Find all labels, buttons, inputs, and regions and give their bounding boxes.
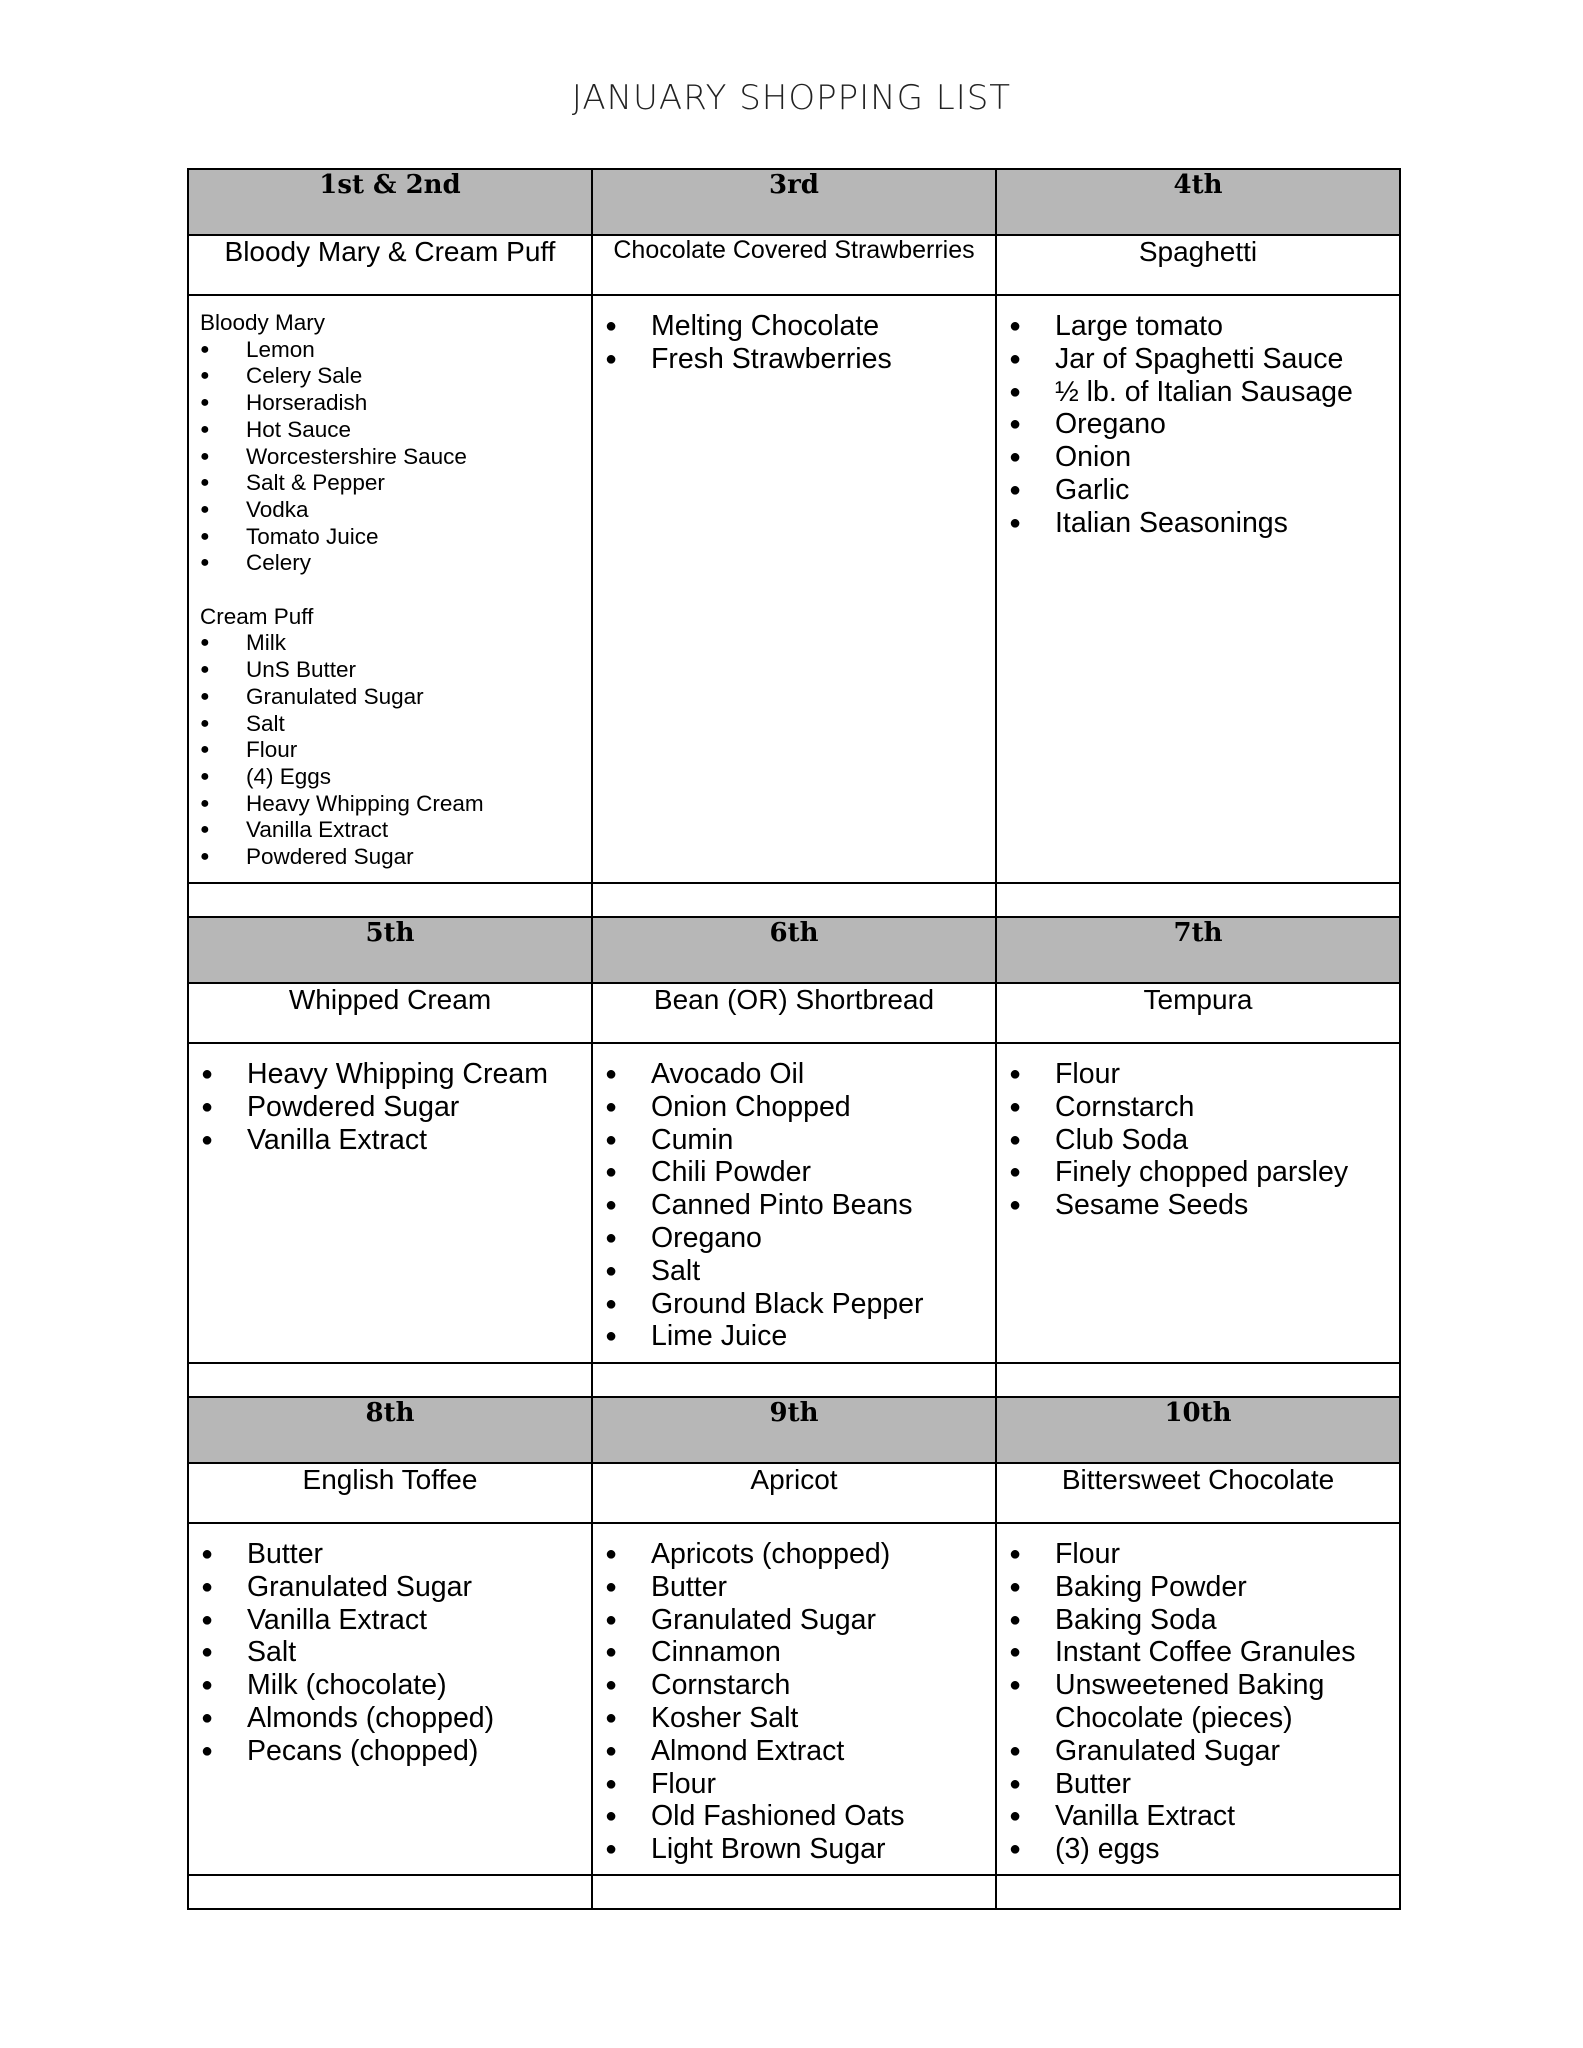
ingredient-item: ● Powdered Sugar [200, 844, 591, 871]
ingredient-item: ● Milk (chocolate) [201, 1669, 591, 1702]
ingredients-cell [188, 1523, 592, 1875]
ingredient-item: ● Celery Sale [200, 363, 591, 390]
ingredient-item: ● Almond Extract [605, 1735, 995, 1768]
day-header: 7th [996, 917, 1400, 983]
ingredient-groups [189, 296, 591, 871]
dish-name: Chocolate Covered Strawberries [592, 235, 996, 295]
shopping-table [187, 168, 1401, 1910]
ingredient-item: ● Flour [605, 1768, 995, 1801]
ingredient-item: ● Powdered Sugar [201, 1091, 591, 1124]
spacer-row [188, 1363, 1400, 1397]
ingredient-item: ● Horseradish [200, 390, 591, 417]
page-title: JANUARY SHOPPING LIST [571, 78, 1012, 118]
ingredient-item: ● Light Brown Sugar [605, 1833, 995, 1866]
spacer-row [188, 883, 1400, 917]
ingredient-item: ● Kosher Salt [605, 1702, 995, 1735]
ingredient-item: ● Flour [200, 737, 591, 764]
ingredient-group-title: Cream Puff [200, 603, 314, 629]
day-header: 10th [996, 1397, 1400, 1463]
dish-name: Apricot [592, 1463, 996, 1523]
ingredient-list [593, 296, 995, 376]
ingredient-item: ● Heavy Whipping Cream [200, 791, 591, 818]
ingredient-item: ● Ground Black Pepper [605, 1288, 995, 1321]
ingredient-list [200, 630, 591, 870]
dish-row [188, 235, 1400, 295]
ingredient-item: ● Vanilla Extract [201, 1124, 591, 1157]
ingredient-item: ● Granulated Sugar [200, 684, 591, 711]
ingredient-item: ● Granulated Sugar [1009, 1735, 1399, 1768]
ingredient-group-title: Bloody Mary [200, 310, 326, 335]
ingredient-item: ● Heavy Whipping Cream [201, 1058, 591, 1091]
ingredient-item: ● ½ lb. of Italian Sausage [1009, 376, 1399, 409]
day-header-row [188, 1397, 1400, 1463]
ingredient-item: ● Instant Coffee Granules [1009, 1636, 1399, 1669]
day-header: 1st & 2nd [188, 169, 592, 235]
ingredient-item: ● Chili Powder [605, 1156, 995, 1189]
ingredient-item: ● Pecans (chopped) [201, 1735, 591, 1768]
ingredient-item: ● Milk [200, 630, 591, 657]
ingredient-item: ● Flour [1009, 1538, 1399, 1571]
spacer-row [188, 1875, 1400, 1909]
ingredient-item: ● Salt [200, 711, 591, 738]
dish-row [188, 1463, 1400, 1523]
ingredient-item: ● Finely chopped parsley [1009, 1156, 1399, 1189]
dish-name: English Toffee [188, 1463, 592, 1523]
ingredients-row [188, 295, 1400, 883]
ingredient-item: ● Canned Pinto Beans [605, 1189, 995, 1222]
ingredient-item: ● Garlic [1009, 474, 1399, 507]
dish-name: Whipped Cream [188, 983, 592, 1043]
ingredient-item: ● Fresh Strawberries [605, 343, 995, 376]
day-header-row [188, 169, 1400, 235]
ingredient-item: ● Cumin [605, 1124, 995, 1157]
dish-name: Bittersweet Chocolate [996, 1463, 1400, 1523]
ingredient-item: ● Onion Chopped [605, 1091, 995, 1124]
ingredient-item: ● Almonds (chopped) [201, 1702, 591, 1735]
ingredient-item: ● Lemon [200, 337, 591, 364]
ingredients-cell [592, 1523, 996, 1875]
ingredient-item: ● Vodka [200, 497, 591, 524]
ingredient-list [997, 1044, 1399, 1222]
ingredient-item: ● Granulated Sugar [605, 1604, 995, 1637]
ingredient-item: ● Butter [201, 1538, 591, 1571]
ingredient-item: ● Italian Seasonings [1009, 507, 1399, 540]
ingredient-item: ● Lime Juice [605, 1320, 995, 1353]
ingredient-item: ● Butter [1009, 1768, 1399, 1801]
ingredient-list [593, 1524, 995, 1866]
ingredients-row [188, 1523, 1400, 1875]
day-header: 8th [188, 1397, 592, 1463]
day-header-row [188, 917, 1400, 983]
ingredient-item: ● Oregano [1009, 408, 1399, 441]
day-header: 4th [996, 169, 1400, 235]
ingredient-item: ● Jar of Spaghetti Sauce [1009, 343, 1399, 376]
ingredients-cell [188, 295, 592, 883]
ingredient-item: ● Vanilla Extract [201, 1604, 591, 1637]
ingredient-list [997, 296, 1399, 540]
ingredient-item: ● Salt [605, 1255, 995, 1288]
ingredient-item: ● Salt & Pepper [200, 470, 591, 497]
ingredient-list [997, 1524, 1399, 1866]
ingredient-item: ● Old Fashioned Oats [605, 1800, 995, 1833]
ingredient-item: ● Granulated Sugar [201, 1571, 591, 1604]
ingredient-item: ● Worcestershire Sauce [200, 444, 591, 471]
dish-name: Spaghetti [996, 235, 1400, 295]
ingredient-item: ● Sesame Seeds [1009, 1189, 1399, 1222]
ingredient-item: ● Salt [201, 1636, 591, 1669]
ingredient-item: ● Oregano [605, 1222, 995, 1255]
ingredient-item: ● Butter [605, 1571, 995, 1604]
ingredients-cell [188, 1043, 592, 1363]
day-header: 3rd [592, 169, 996, 235]
ingredient-item: ● UnS Butter [200, 657, 591, 684]
ingredient-item: ● Large tomato [1009, 310, 1399, 343]
ingredient-item: ● Vanilla Extract [200, 817, 591, 844]
dish-name: Bloody Mary & Cream Puff [188, 235, 592, 295]
ingredient-item: ● Cornstarch [605, 1669, 995, 1702]
ingredient-item: ● Baking Powder [1009, 1571, 1399, 1604]
dish-name: Tempura [996, 983, 1400, 1043]
ingredient-list [189, 1524, 591, 1768]
ingredient-item: ● Cinnamon [605, 1636, 995, 1669]
day-header: 6th [592, 917, 996, 983]
ingredient-item: ● Baking Soda [1009, 1604, 1399, 1637]
ingredient-item: ● Tomato Juice [200, 524, 591, 551]
ingredient-item: ● Hot Sauce [200, 417, 591, 444]
ingredient-list [593, 1044, 995, 1353]
ingredients-cell [592, 295, 996, 883]
dish-name: Bean (OR) Shortbread [592, 983, 996, 1043]
ingredient-item: ● Celery [200, 550, 591, 577]
day-header: 9th [592, 1397, 996, 1463]
ingredient-item: ● (3) eggs [1009, 1833, 1399, 1866]
ingredient-item: ● Unsweetened Baking Chocolate (pieces) [1009, 1669, 1399, 1735]
dish-row [188, 983, 1400, 1043]
ingredient-list [189, 1044, 591, 1156]
ingredient-item: ● Club Soda [1009, 1124, 1399, 1157]
ingredients-cell [592, 1043, 996, 1363]
day-header: 5th [188, 917, 592, 983]
ingredient-item: ● Onion [1009, 441, 1399, 474]
ingredient-list [200, 337, 591, 577]
ingredient-item: ● Vanilla Extract [1009, 1800, 1399, 1833]
ingredients-cell [996, 1043, 1400, 1363]
ingredient-item: ● Cornstarch [1009, 1091, 1399, 1124]
ingredients-row [188, 1043, 1400, 1363]
ingredient-item: ● (4) Eggs [200, 764, 591, 791]
ingredients-cell [996, 1523, 1400, 1875]
ingredients-cell [996, 295, 1400, 883]
ingredient-item: ● Avocado Oil [605, 1058, 995, 1091]
ingredient-item: ● Flour [1009, 1058, 1399, 1091]
ingredient-item: ● Melting Chocolate [605, 310, 995, 343]
ingredient-item: ● Apricots (chopped) [605, 1538, 995, 1571]
